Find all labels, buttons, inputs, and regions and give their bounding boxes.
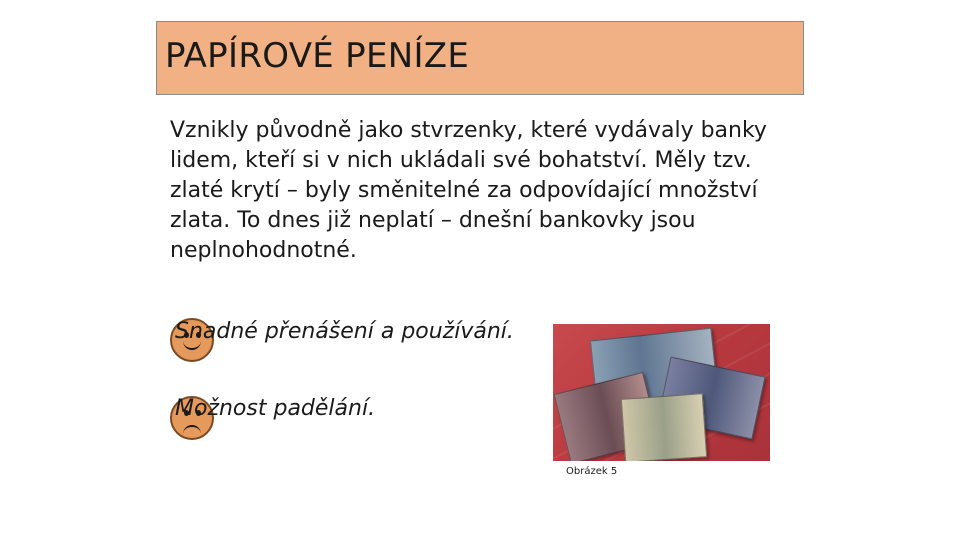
disadvantage-text: Možnost padělání. <box>175 396 376 421</box>
banknote-image <box>621 393 707 461</box>
body-paragraph: Vznikly původně jako stvrzenky, které vydávaly banky lidem, kteří si v nich ukládali své bohatství. Měly tzv. zlaté krytí – byly směnitelné za odpovídající množství zlata. To dnes již neplatí – dnešní bankovky jsou neplnohodnotné. <box>170 118 767 263</box>
title-box <box>156 21 804 95</box>
slide-title: PAPÍROVÉ PENÍZE <box>165 36 470 76</box>
figure-caption: Obrázek 5 <box>566 466 618 477</box>
advantage-text: Snadné přenášení a používání. <box>175 319 514 344</box>
banknotes-photo <box>553 324 770 461</box>
